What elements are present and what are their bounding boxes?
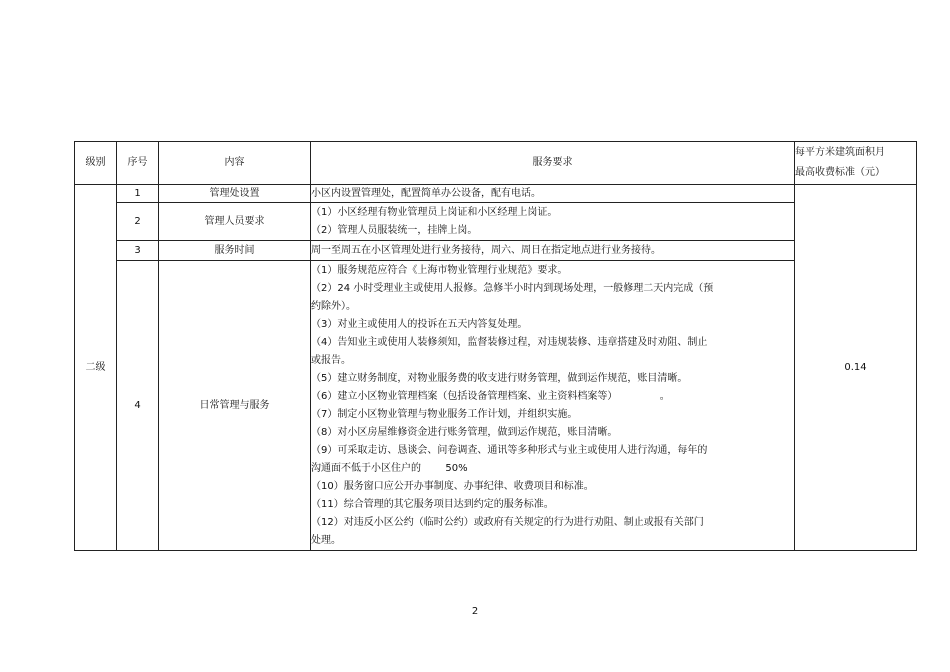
requirement-line: （12）对违反小区公约（临时公约）或政府有关规定的行为进行劝阻、制止或报有关部门 [311, 516, 704, 528]
header-fee [795, 142, 917, 185]
requirement-line: 处理。 [311, 534, 341, 546]
requirement-line: （4）告知业主或使用人装修须知，监督装修过程，对违规装修、违章搭建及时劝阻、制止 [311, 336, 708, 348]
header-seq: 序号 [117, 142, 159, 185]
requirement-line: （7）制定小区物业管理与物业服务工作计划，并组织实施。 [311, 408, 578, 420]
requirement-line: （9）可采取走访、恳谈会、问卷调查、通讯等多种形式与业主或使用人进行沟通，每年的 [311, 444, 708, 456]
content-cell: 管理人员要求 [159, 203, 311, 241]
level-cell: 二级 [75, 185, 117, 551]
table-row [75, 203, 917, 241]
requirement-line: 沟通面不低于小区住户的 [311, 462, 421, 474]
service-standard-table [74, 141, 917, 551]
requirement-cell [311, 185, 795, 203]
table-row [75, 261, 917, 551]
seq-cell: 2 [117, 203, 159, 241]
content-cell: 服务时间 [159, 241, 311, 261]
requirement-line: （8）对小区房屋维修资金进行账务管理，做到运作规范，账目清晰。 [311, 426, 618, 438]
requirement-percentage: 50% [445, 462, 468, 474]
requirement-line: （3）对业主或使用人的投诉在五天内答复处理。 [311, 318, 528, 330]
requirement-line-with-trailing [311, 388, 794, 406]
seq-cell: 1 [117, 185, 159, 203]
requirement-line: （10）服务窗口应公开办事制度、办事纪律、收费项目和标准。 [311, 480, 594, 492]
requirement-line: （2）24 小时受理业主或使用人报修。急修半小时内到现场处理，一般修理二天内完成（预 [311, 282, 714, 294]
requirement-line: 周一至周五在小区管理处进行业务接待，周六、周日在指定地点进行业务接待。 [311, 244, 661, 256]
fee-cell: 0.14 [795, 185, 917, 551]
requirement-line: （11）综合管理的其它服务项目达到约定的服务标准。 [311, 498, 554, 510]
table-row [75, 241, 917, 261]
header-fee-line2: 最高收费标准（元） [795, 167, 885, 178]
table-row [75, 185, 917, 203]
table-header-row [75, 142, 917, 185]
requirement-line: （1）服务规范应符合《上海市物业管理行业规范》要求。 [311, 264, 568, 276]
content-cell: 管理处设置 [159, 185, 311, 203]
requirement-trailing-mark: 。 [659, 390, 670, 402]
header-level: 级别 [75, 142, 117, 185]
requirement-line-with-trailing [311, 460, 794, 478]
page-number: 2 [471, 606, 479, 617]
requirement-line: （5）建立财务制度，对物业服务费的收支进行财务管理，做到运作规范，账目清晰。 [311, 372, 688, 384]
header-content: 内容 [159, 142, 311, 185]
content-cell: 日常管理与服务 [159, 261, 311, 551]
requirement-line: （2）管理人员服装统一，挂牌上岗。 [311, 224, 478, 236]
requirement-line: （1）小区经理有物业管理员上岗证和小区经理上岗证。 [311, 206, 558, 218]
requirement-cell [311, 261, 795, 551]
requirement-cell [311, 203, 795, 241]
header-requirement: 服务要求 [311, 142, 795, 185]
requirement-line: 小区内设置管理处，配置简单办公设备，配有电话。 [311, 187, 541, 199]
requirement-cell [311, 241, 795, 261]
header-fee-line1: 每平方米建筑面积月 [795, 147, 885, 158]
requirement-line: 或报告。 [311, 354, 351, 366]
seq-cell: 3 [117, 241, 159, 261]
requirement-line: 约除外）。 [311, 300, 356, 312]
requirement-line: （6）建立小区物业管理档案（包括设备管理档案、业主资料档案等） [311, 390, 618, 402]
seq-cell: 4 [117, 261, 159, 551]
